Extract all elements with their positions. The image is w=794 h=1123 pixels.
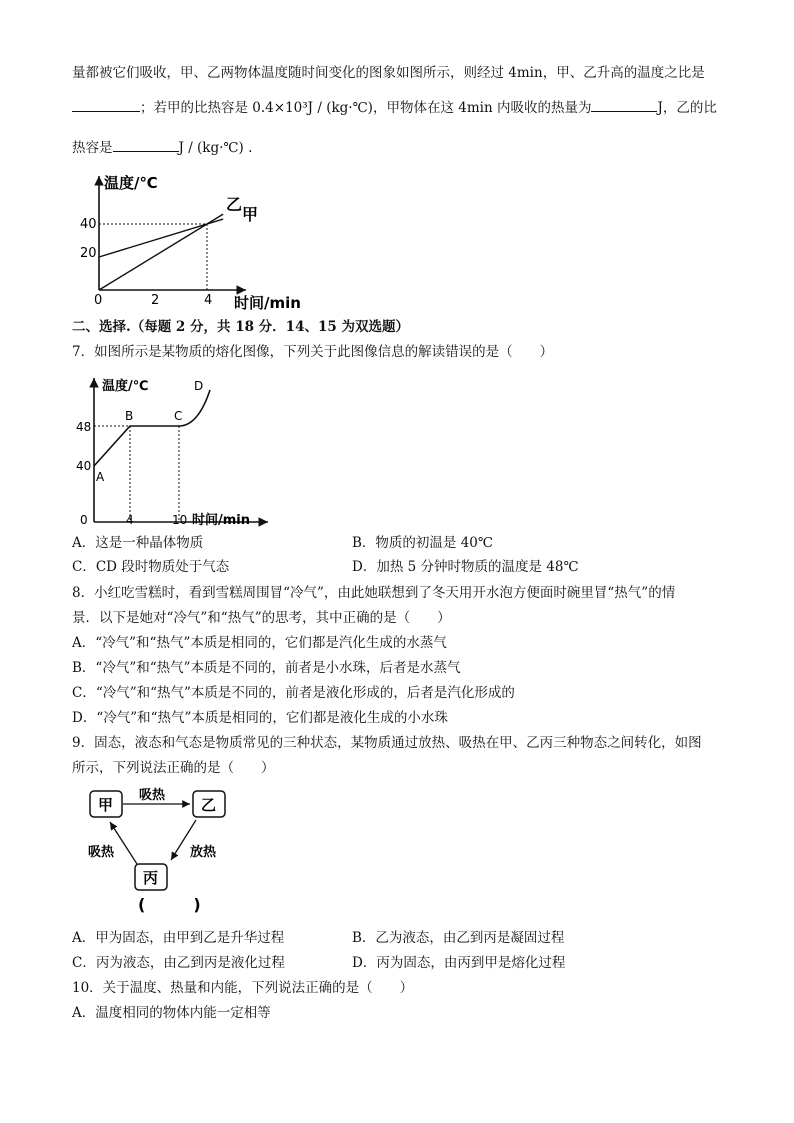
q8-option-c[interactable]: C．“冷气”和“热气”本质是不同的，前者是液化形成的，后者是汽化形成的 <box>72 685 515 701</box>
q7-point-C: C <box>174 409 183 423</box>
fig6-xtick-4: 4 <box>204 293 213 308</box>
q9-option-a[interactable]: A．甲为固态，由甲到乙是升华过程 <box>72 930 285 946</box>
label-release-right: 放热 <box>190 845 217 860</box>
q9-option-c[interactable]: C．丙为液态，由乙到丙是液化过程 <box>72 955 285 971</box>
q6-line2 <box>72 97 717 117</box>
q8-stem-line1: 8．小红吃雪糕时，看到雪糕周围冒“冷气”，由此她联想到了冬天用开水泡方便面时碗里冒“热气”的情 <box>72 585 676 601</box>
label-absorb-top: 吸热 <box>139 788 166 803</box>
answer-blank-ratio[interactable] <box>72 97 140 112</box>
q6-line3-text-b: J / (kg·℃) . <box>178 140 253 156</box>
state-label-bing: 丙 <box>143 869 159 887</box>
q6-line2-text-a: ；若甲的比热容是 0.4×10³J / (kg·℃)，甲物体在这 4min 内吸收的热量为 <box>140 100 592 116</box>
fig6-xlabel: 时间/min <box>234 294 301 312</box>
q7-option-a[interactable]: A．这是一种晶体物质 <box>72 535 204 551</box>
fig6-xtick-0: 0 <box>94 293 103 308</box>
q8-option-d[interactable]: D．“冷气”和“热气”本质是相同的，它们都是液化生成的小水珠 <box>72 710 448 726</box>
q7-ylabel: 温度/℃ <box>102 379 149 394</box>
q8-option-a[interactable]: A．“冷气”和“热气”本质是相同的，它们都是汽化生成的水蒸气 <box>72 635 447 651</box>
q7-stem: 7．如图所示是某物质的熔化图像，下列关于此图像信息的解读错误的是（ ） <box>72 344 554 360</box>
q7-option-c[interactable]: C．CD 段时物质处于气态 <box>72 559 230 575</box>
q7-point-B: B <box>125 409 134 423</box>
q7-option-d[interactable]: D．加热 5 分钟时物质的温度是 48℃ <box>352 559 579 575</box>
q10-option-a[interactable]: A．温度相同的物体内能一定相等 <box>72 1005 271 1021</box>
q7-ytick-48: 48 <box>76 420 92 434</box>
fig6-ylabel: 温度/℃ <box>104 174 158 192</box>
q7-xtick-0: 0 <box>80 513 88 527</box>
melting-graph-q7 <box>72 370 272 530</box>
fig6-legend-yi: 乙 <box>226 195 243 214</box>
q7-xtick-10: 10 <box>172 513 188 527</box>
q9-option-d[interactable]: D．丙为固态，由丙到甲是熔化过程 <box>352 955 566 971</box>
q9-option-b[interactable]: B．乙为液态，由乙到丙是凝固过程 <box>352 930 565 946</box>
answer-blank-heat[interactable] <box>591 97 657 112</box>
q6-line3-text-a: 热容是 <box>72 140 113 156</box>
q6-line2-text-b: J，乙的比 <box>657 100 717 116</box>
fig6-legend-jia: 甲 <box>242 205 259 224</box>
fig6-ytick-40: 40 <box>80 217 97 232</box>
fig6-xtick-2: 2 <box>151 293 160 308</box>
q6-line3 <box>72 137 252 157</box>
q7-ytick-40: 40 <box>76 459 92 473</box>
state-label-yi: 乙 <box>201 796 217 814</box>
state-label-jia: 甲 <box>98 796 114 814</box>
q9-stem-line2: 所示，下列说法正确的是（ ） <box>72 760 275 776</box>
temperature-time-graph-q6 <box>70 168 320 314</box>
section-heading-choice: 二、选择.（每题 2 分，共 18 分．14、15 为双选题） <box>72 319 409 335</box>
label-absorb-left: 吸热 <box>88 845 115 860</box>
q7-option-b[interactable]: B．物质的初温是 40℃ <box>352 535 493 551</box>
q7-point-D: D <box>194 379 204 393</box>
q8-option-b[interactable]: B．“冷气”和“热气”本质是不同的，前者是小水珠，后者是水蒸气 <box>72 660 461 676</box>
series-line-yi <box>99 214 223 290</box>
q7-melting-curve <box>94 390 210 466</box>
arrow-bing-to-jia <box>110 822 137 864</box>
q9-stem-line1: 9．固态，液态和气态是物质常见的三种状态，某物质通过放热、吸热在甲、乙丙三种物态之间转化，如图 <box>72 735 702 751</box>
answer-blank-specific-heat[interactable] <box>113 137 179 152</box>
q6-line1: 量都被它们吸收，甲、乙两物体温度随时间变化的图象如图所示，则经过 4min，甲、乙升高的温度之比是 <box>72 65 705 81</box>
q10-stem: 10．关于温度、热量和内能，下列说法正确的是（ ） <box>72 980 414 996</box>
state-change-diagram-q9 <box>80 780 260 915</box>
fig6-ytick-20: 20 <box>80 246 97 261</box>
q7-xlabel: 时间/min <box>192 513 251 528</box>
fig9-bracket: ( ) <box>138 895 201 914</box>
q7-point-A: A <box>96 470 105 484</box>
q7-xtick-4: 4 <box>126 513 134 527</box>
q8-stem-line2: 景．以下是她对“冷气”和“热气”的思考，其中正确的是（ ） <box>72 610 451 626</box>
